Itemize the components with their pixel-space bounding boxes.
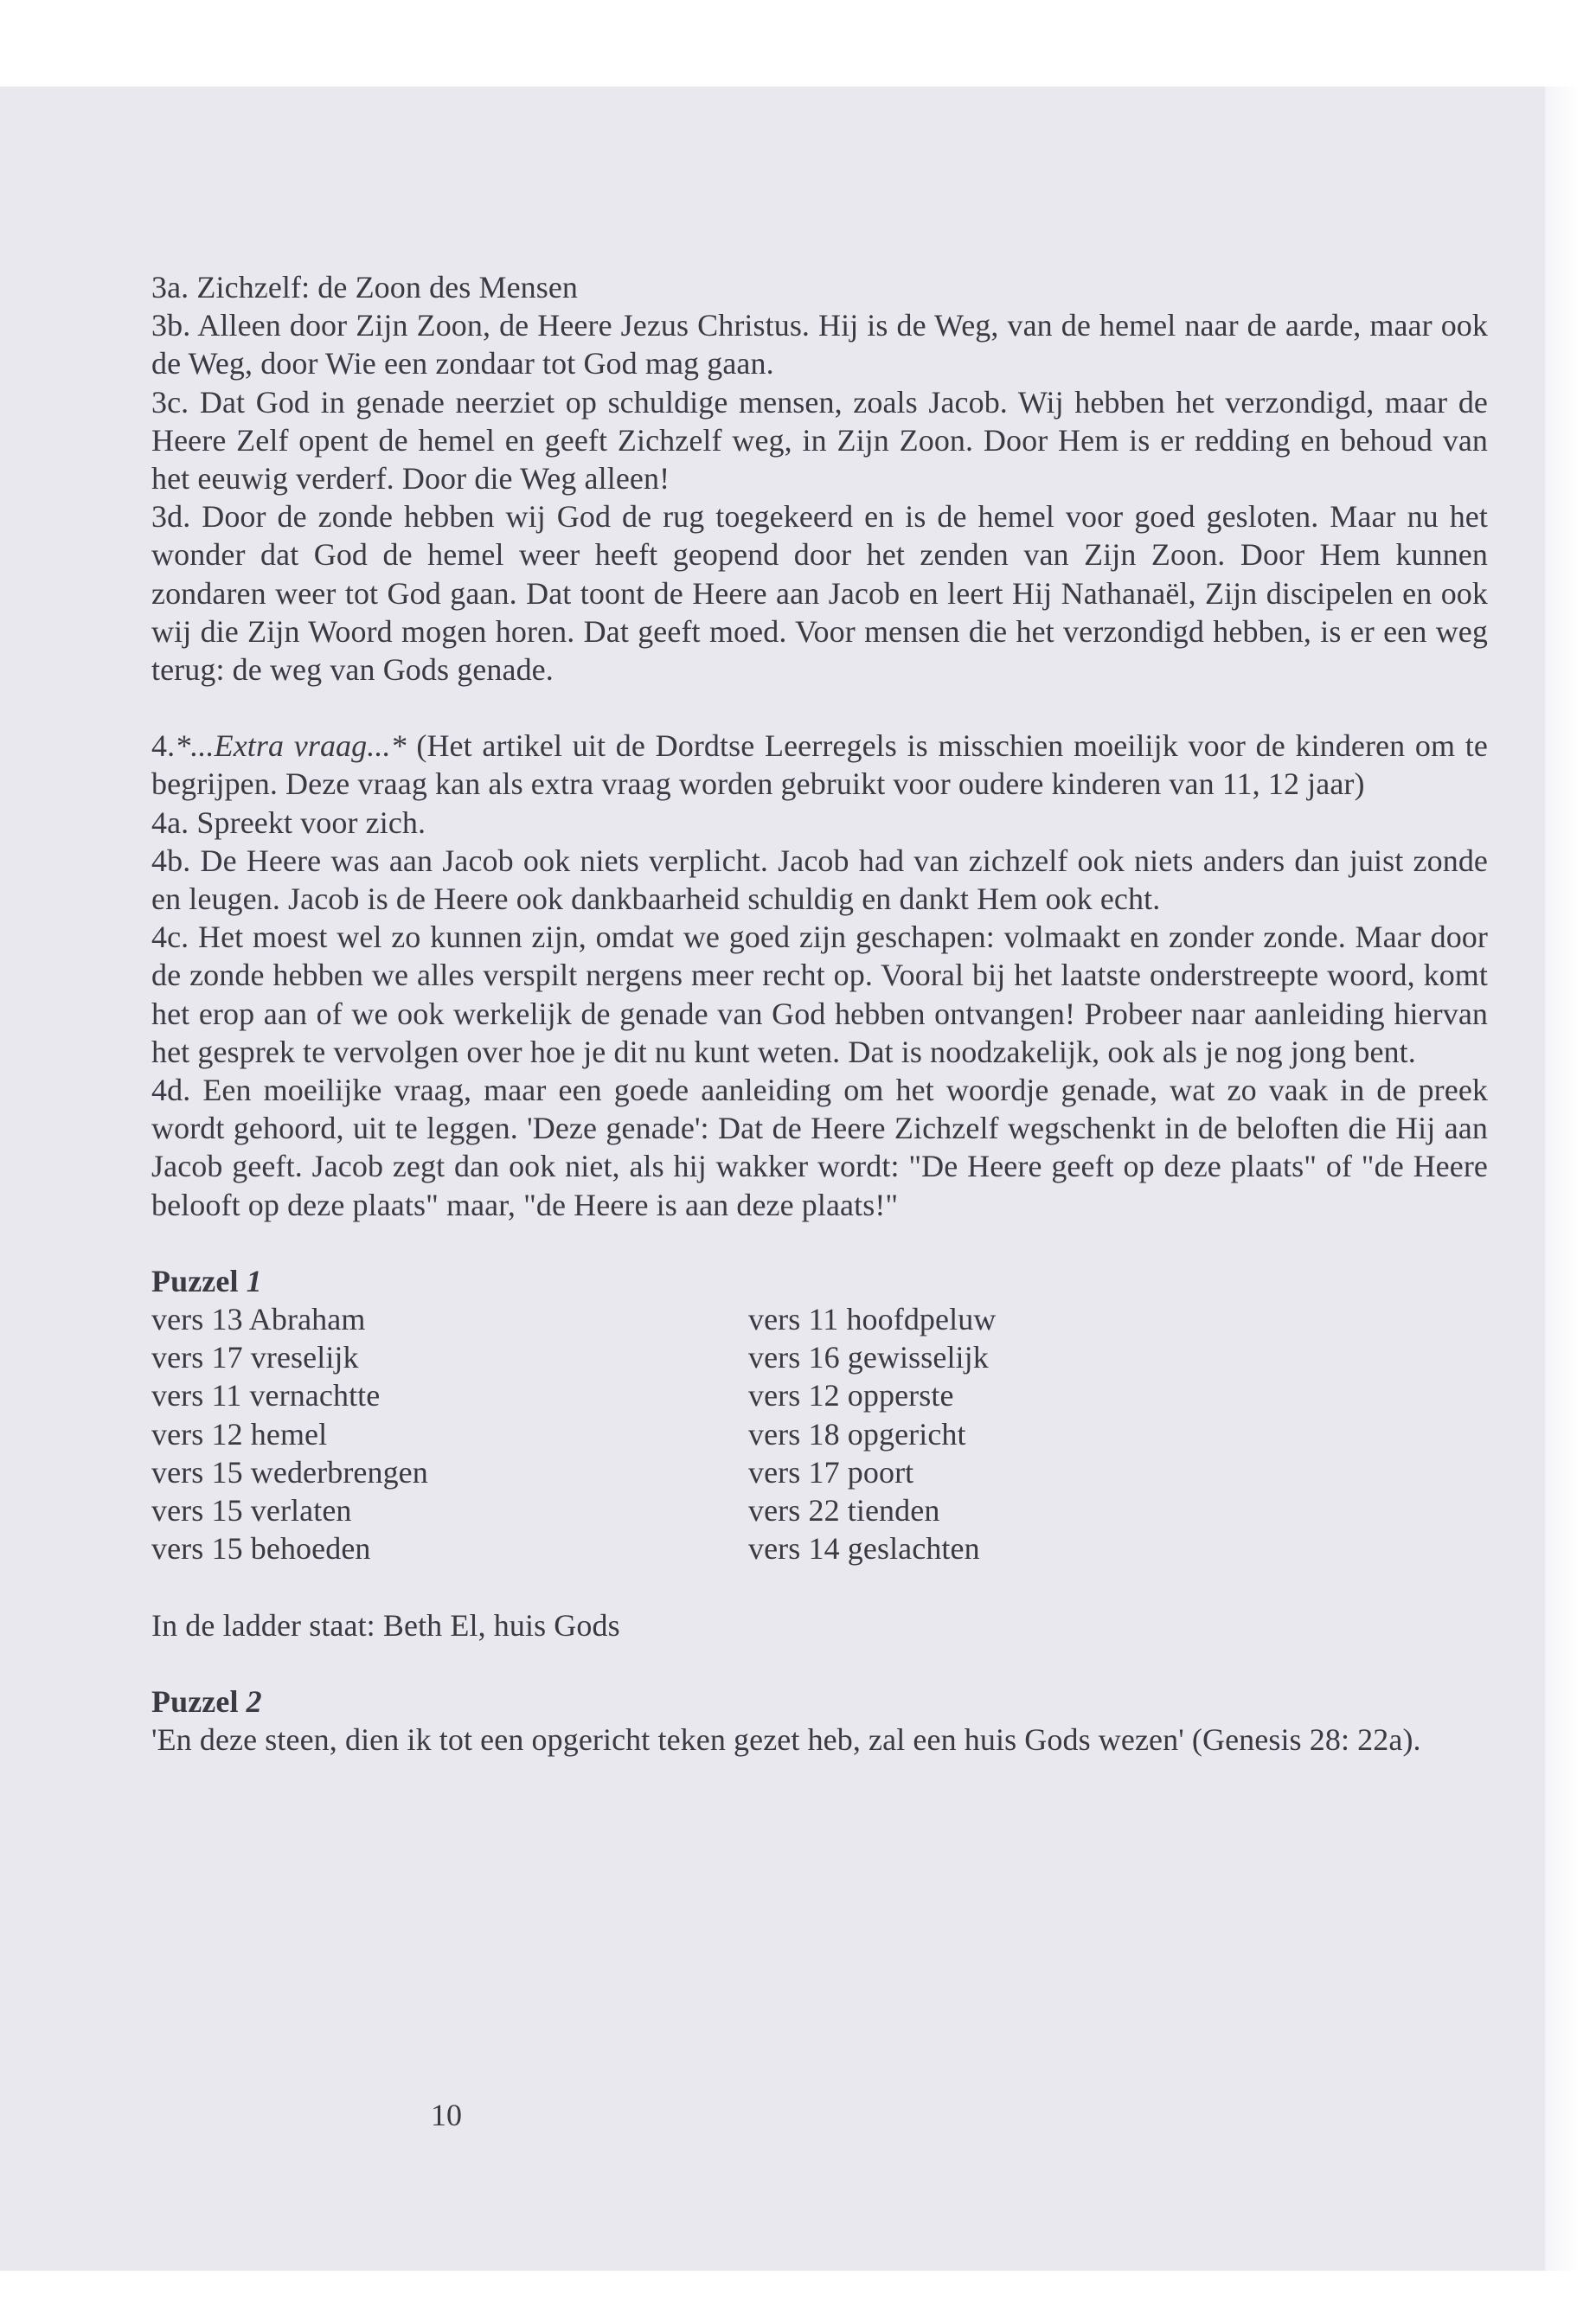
puzzle-2-heading: [151, 1682, 1488, 1721]
puzzle-1-item: vers 15 behoeden: [151, 1531, 371, 1567]
puzzle-2-number: 2: [246, 1683, 262, 1719]
puzzle-1-item: vers 13 Abraham: [151, 1302, 366, 1337]
answer-4b: 4b. De Heere was aan Jacob ook niets verplicht. Jacob had van zichzelf ook niets anders dan juist zonde en leugen. Jacob is de Heere ook dankbaarheid schuldig en dankt Hem ook echt.: [151, 843, 1488, 917]
puzzle-2-title: Puzzel: [151, 1683, 239, 1719]
puzzle-1-item: vers 12 hemel: [151, 1416, 328, 1452]
answer-4c: 4c. Het moest wel zo kunnen zijn, omdat we goed zijn geschapen: volmaakt en zonder zonde. Maar door de zonde hebben we alles verspilt nergens meer recht op. Vooral bij het laatste onderstreepte woord, komt het erop aan of we ook werkelijk de genade van God hebben ontvangen! Probeer naar aanleiding hiervan het gesprek te vervolgen over hoe je dit nu kunt weten. Dat is noodzakelijk, ook als je nog jong bent.: [151, 920, 1488, 1069]
puzzle-1-item: vers 15 verlaten: [151, 1493, 352, 1529]
puzzle-1-item: vers 11 hoofdpeluw: [748, 1302, 997, 1337]
puzzle-1-title: Puzzel: [151, 1263, 239, 1298]
puzzle-2-text: 'En deze steen, dien ik tot een opgericht teken gezet heb, zal een huis Gods wezen' (Genesis 28: 22a).: [151, 1721, 1421, 1757]
answer-3d: 3d. Door de zonde hebben wij God de rug toegekeerd en is de hemel voor goed gesloten. Maar nu het wonder dat God de hemel weer heeft geopend door het zenden van Zijn Zoon. Door Hem kunnen zondaren weer tot God gaan. Dat toont de Heere aan Jacob en leert Hij Nathanaël, Zijn discipelen en ook wij die Zijn Woord mogen horen. Dat geeft moed. Voor mensen die het verzondigd hebben, is er een weg terug: de weg van Gods genade.: [151, 499, 1488, 688]
puzzle-1-item: vers 15 wederbrengen: [151, 1454, 428, 1490]
puzzle-1-item: vers 16 gewisselijk: [748, 1340, 989, 1375]
puzzle-1-item: vers 14 geslachten: [748, 1531, 980, 1567]
ladder-text: In de ladder staat: Beth El, huis Gods: [151, 1607, 620, 1643]
puzzle-2-section: [151, 1682, 1488, 1759]
answer-4a: 4a. Spreekt voor zich.: [151, 804, 426, 840]
puzzle-1-item: vers 11 vernachtte: [151, 1378, 381, 1413]
puzzle-1-item: vers 17 vreselijk: [151, 1340, 359, 1375]
question-4-number: 4.: [151, 728, 176, 764]
question-4-text: (Het artikel uit de Dordtse Leerregels is misschien moeilijk voor de kinderen om te begrijpen. Deze vraag kan als extra vraag worden gebruikt voor oudere kinderen van 11, 12 jaar): [151, 728, 1488, 802]
answer-3a: 3a. Zichzelf: de Zoon des Mensen: [151, 270, 579, 304]
puzzle-1-item: vers 22 tienden: [748, 1493, 940, 1529]
extra-question-label: *...Extra vraag...*: [175, 728, 407, 764]
puzzle-1-number: 1: [246, 1263, 262, 1298]
page-edge: [1545, 87, 1580, 2271]
puzzle-1-answers: [151, 1300, 1488, 1567]
puzzle-1-heading: [151, 1262, 1488, 1300]
question-4: [151, 727, 1488, 803]
page-number: 10: [431, 2098, 462, 2132]
page-body: [151, 268, 1488, 1759]
answer-4d: 4d. Een moeilijke vraag, maar een goede aanleiding om het woordje genade, wat zo vaak in de preek wordt gehoord, uit te leggen. 'Deze genade': Dat de Heere Zichzelf wegschenkt in de beloften die Hij aan Jacob geeft. Jacob zegt dan ook niet, als hij wakker wordt: "De Heere geeft op deze plaats" of "de Heere belooft op deze plaats" maar, "de Heere is aan deze plaats!": [151, 1073, 1488, 1222]
puzzle-1-item: vers 12 opperste: [748, 1378, 954, 1413]
answer-3b: 3b. Alleen door Zijn Zoon, de Heere Jezus Christus. Hij is de Weg, van de hemel naar de aarde, maar ook de Weg, door Wie een zondaar tot God mag gaan.: [151, 308, 1488, 381]
answer-3c: 3c. Dat God in genade neerziet op schuldige mensen, zoals Jacob. Wij hebben het verzondigd, maar de Heere Zelf opent de hemel en geeft Zichzelf weg, in Zijn Zoon. Door Hem is er redding en behoud van het eeuwig verderf. Door die Weg alleen!: [151, 384, 1488, 497]
puzzle-1-item: vers 18 opgericht: [748, 1416, 966, 1452]
puzzle-1-section: [151, 1262, 1488, 1644]
puzzle-1-item: vers 17 poort: [748, 1454, 914, 1490]
